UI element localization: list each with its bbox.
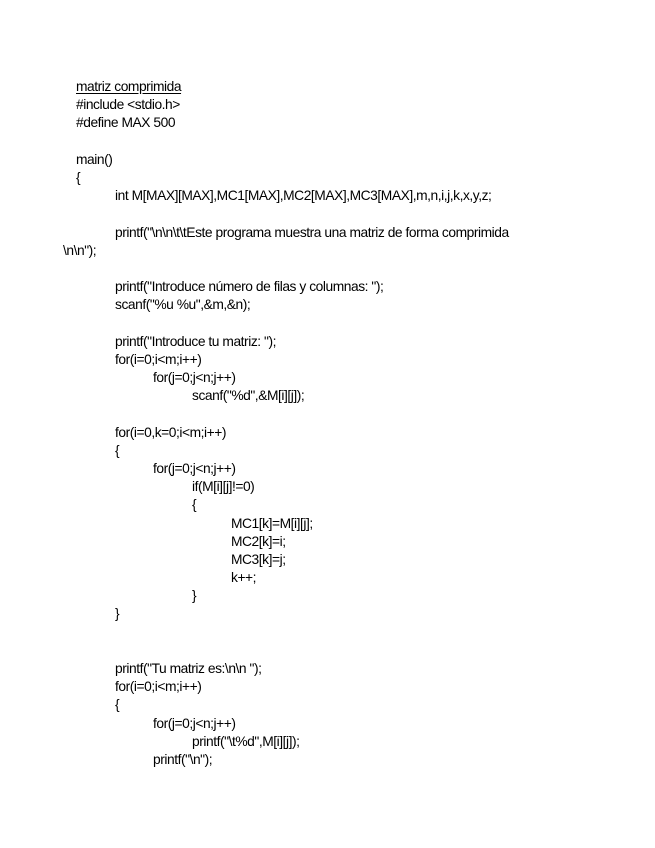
code-line: k++; (231, 570, 257, 586)
code-line: \n\n"); (63, 242, 97, 258)
code-line: if(M[i][j]!=0) (192, 479, 255, 495)
code-line: #define MAX 500 (76, 115, 176, 131)
code-line: scanf("%u %u",&m,&n); (115, 297, 251, 313)
blank-line (76, 205, 636, 223)
document-page (63, 78, 636, 769)
code-line: printf("\n"); (153, 751, 213, 767)
code-line: } (192, 588, 197, 604)
code-line: { (115, 697, 120, 713)
code-line: main() (76, 151, 113, 167)
code-line: printf("Tu matriz es:\n\n "); (115, 661, 262, 676)
code-line: #include <stdio.h> (76, 97, 180, 113)
blank-line (76, 405, 636, 423)
code-line: MC2[k]=i; (231, 533, 286, 549)
blank-line (76, 624, 636, 642)
code-line: printf("Introduce tu matriz: "); (115, 333, 277, 349)
code-line: for(i=0;i<m;i++) (115, 351, 202, 367)
code-line: printf("\n\n\t\tEste programa muestra una matriz de forma comprimida (115, 224, 509, 240)
blank-line (76, 642, 636, 660)
code-line: } (115, 606, 120, 622)
code-line: { (115, 442, 120, 458)
code-line: for(j=0;j<n;j++) (153, 370, 236, 385)
code-line: for(i=0,k=0;i<m;i++) (115, 424, 227, 440)
blank-line (76, 260, 636, 278)
code-line: MC1[k]=M[i][j]; (231, 515, 313, 531)
blank-line (76, 314, 636, 332)
code-line: printf("Introduce número de filas y columnas: "); (115, 279, 384, 295)
code-line: for(j=0;j<n;j++) (153, 460, 236, 476)
code-line: MC3[k]=j; (231, 551, 286, 567)
code-line: scanf("%d",&M[i][j]); (192, 388, 305, 404)
code-listing (63, 96, 636, 769)
code-line: { (76, 169, 81, 185)
code-line: int M[MAX][MAX],MC1[MAX],MC2[MAX],MC3[MAX],m,n,i,j,k,x,y,z; (115, 188, 492, 204)
code-line: printf("\t%d",M[i][j]); (192, 733, 300, 749)
code-line: { (192, 497, 197, 513)
document-title: matriz comprimida (76, 79, 182, 94)
blank-line (76, 133, 636, 151)
code-line: for(i=0;i<m;i++) (115, 679, 202, 695)
code-line: for(j=0;j<n;j++) (153, 715, 236, 731)
